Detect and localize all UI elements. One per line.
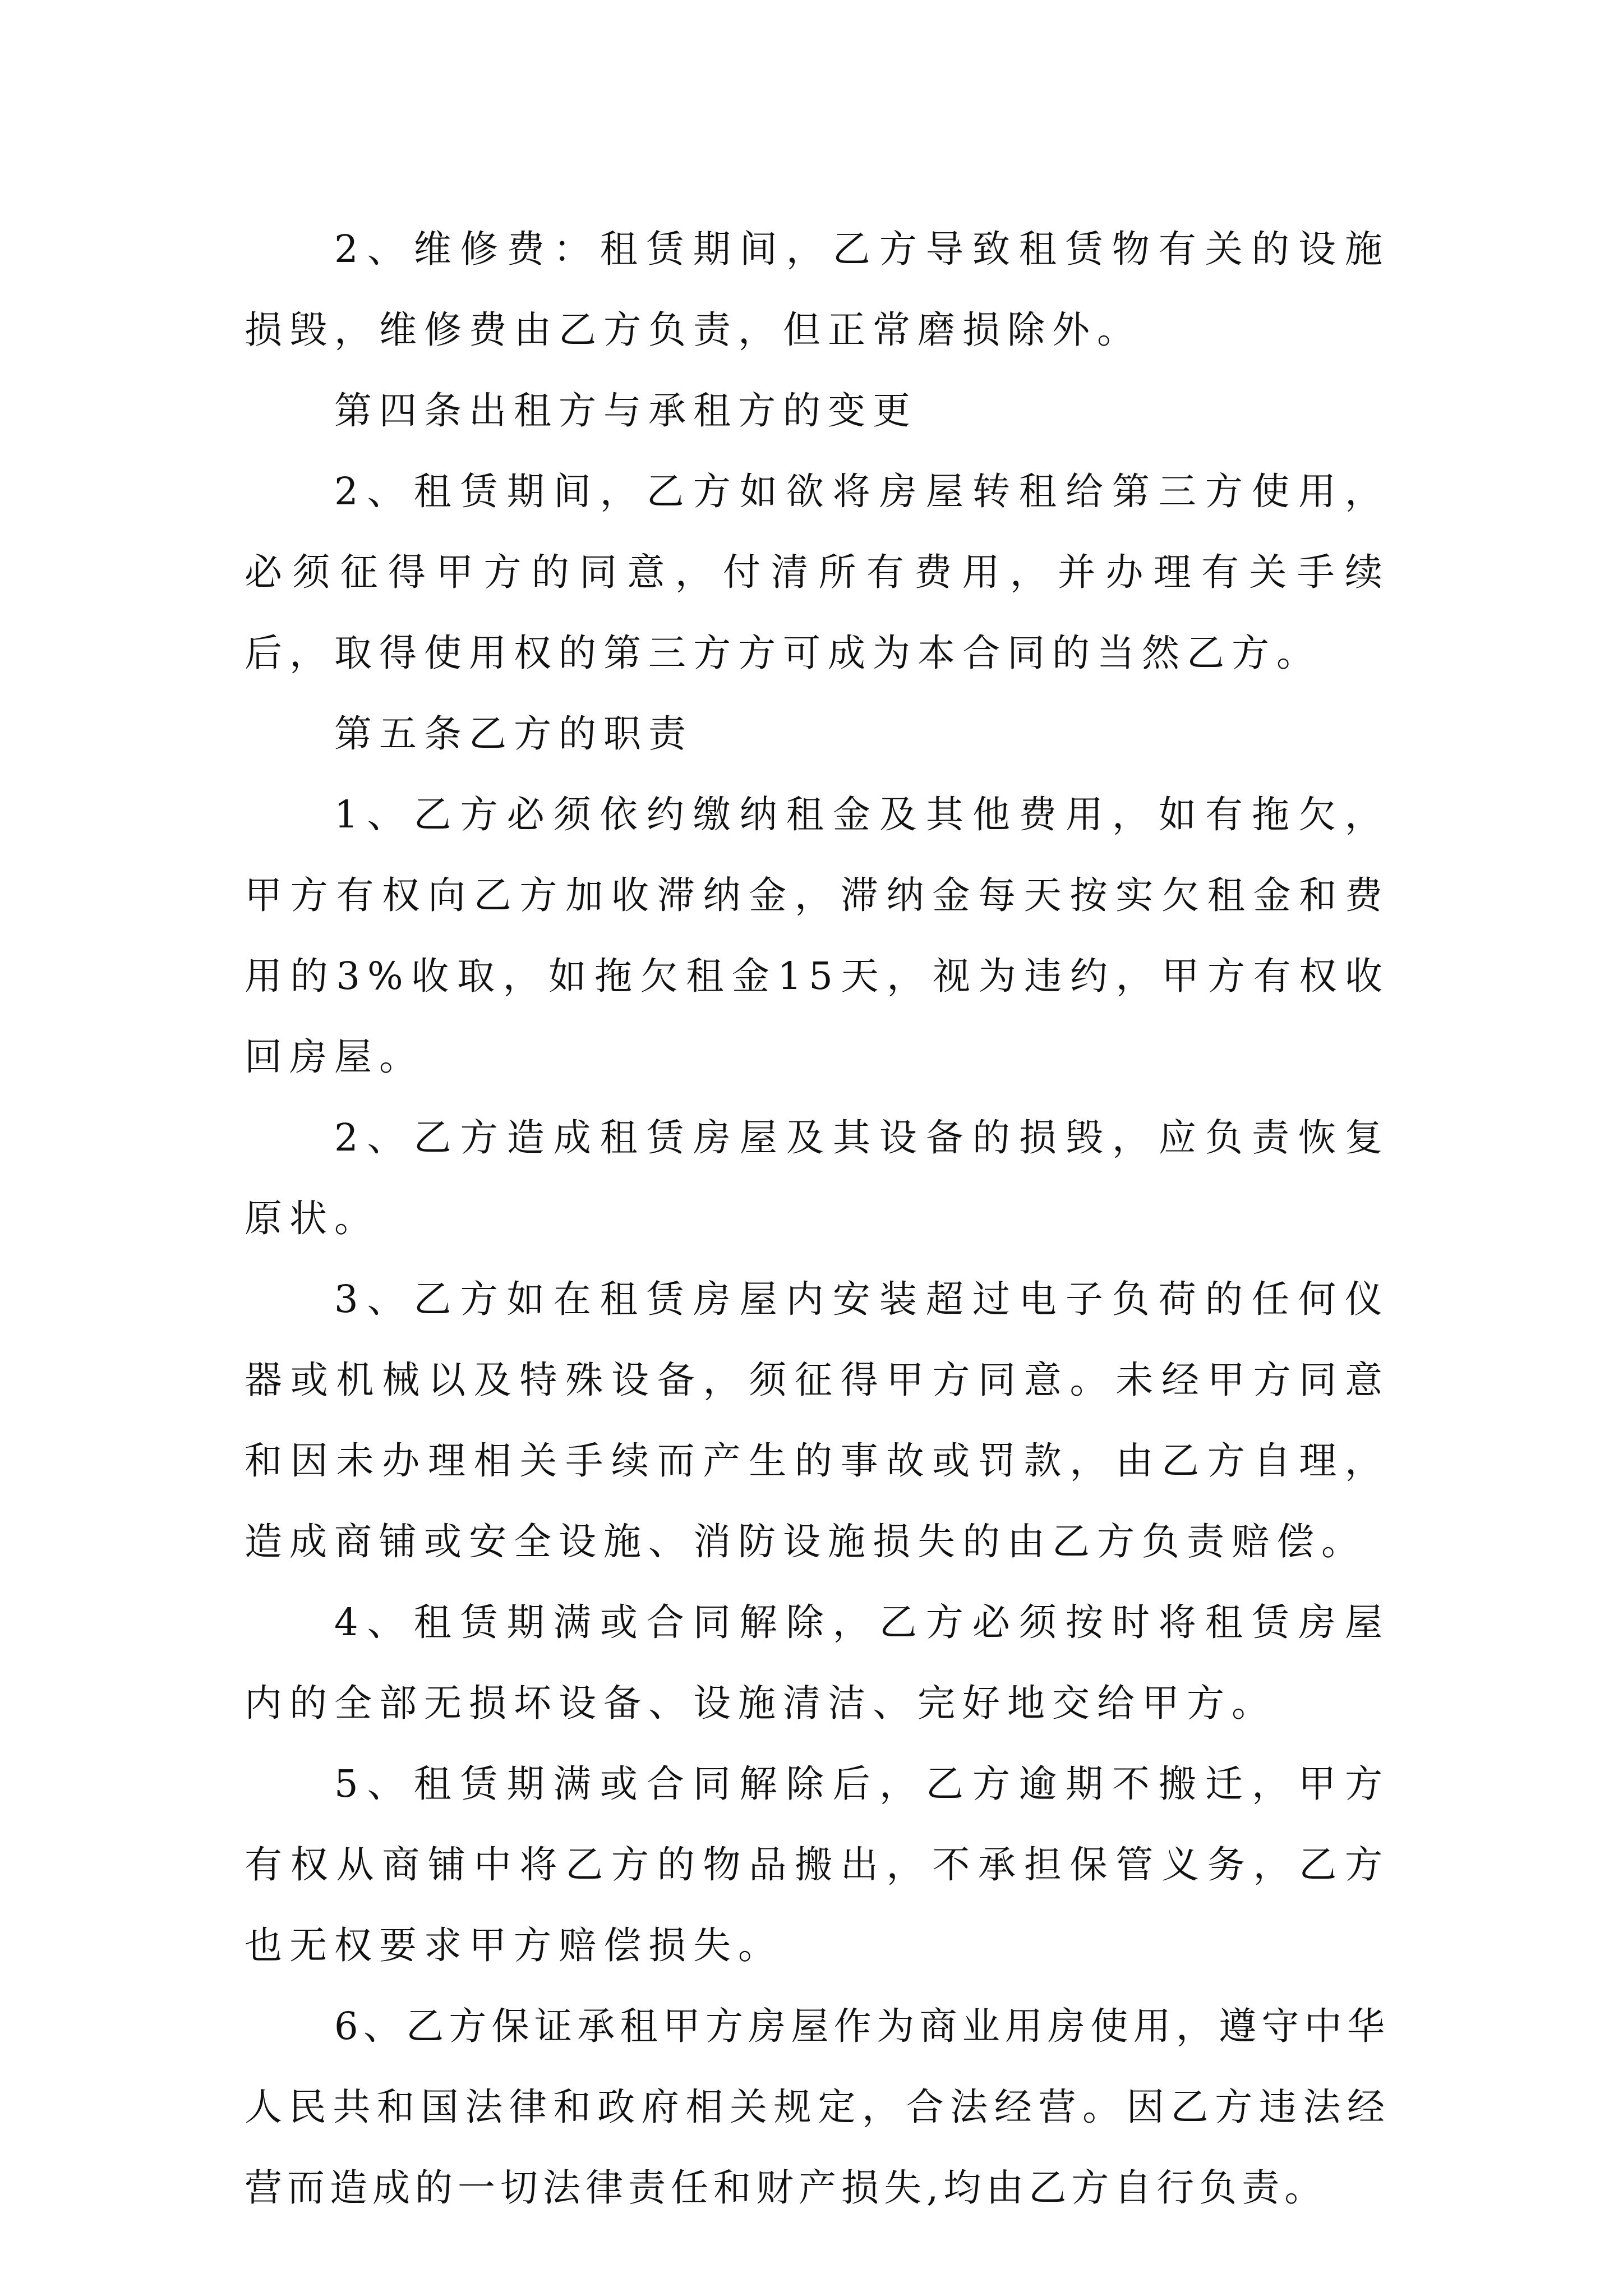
contract-text [245,209,1390,2228]
paragraph-damage-restore: 2、乙方造成租赁房屋及其设备的损毁，应负责恢复原状。 [245,1116,1390,1240]
paragraph-commercial-use: 6、乙方保证承租甲方房屋作为商业用房使用，遵守中华人民共和国法律和政府相关规定，合法经营。因乙方违法经营而造成的一切法律责任和财产损失,均由乙方自行负责。 [245,2004,1390,2210]
paragraph-overdue-move: 5、租赁期满或合同解除后，乙方逾期不搬迁，甲方有权从商铺中将乙方的物品搬出，不承担保管义务，乙方也无权要求甲方赔偿损失。 [245,1762,1390,1967]
heading-article-5: 第五条乙方的职责 [334,712,693,756]
heading-article-4: 第四条出租方与承租方的变更 [334,389,917,432]
paragraph-repair-fee: 2、维修费：租赁期间，乙方导致租赁物有关的设施损毁，维修费由乙方负责，但正常磨损除外。 [245,227,1390,352]
paragraph-sublease: 2、租赁期间，乙方如欲将房屋转租给第三方使用，必须征得甲方的同意，付清所有费用，并办理有关手续后，取得使用权的第三方方可成为本合同的当然乙方。 [245,470,1390,675]
paragraph-equipment-install: 3、乙方如在租赁房屋内安装超过电子负荷的任何仪器或机械以及特殊设备，须征得甲方同意。未经甲方同意和因未办理相关手续而产生的事故或罚款，由乙方自理，造成商铺或安全设施、消防设施损失的由乙方负责赔偿。 [245,1277,1390,1563]
paragraph-return-premises: 4、租赁期满或合同解除，乙方必须按时将租赁房屋内的全部无损坏设备、设施清洁、完好地交给甲方。 [245,1600,1390,1725]
paragraph-rent-payment: 1、乙方必须依约缴纳租金及其他费用，如有拖欠，甲方有权向乙方加收滞纳金，滞纳金每天按实欠租金和费用的3%收取，如拖欠租金15天，视为违约，甲方有权收回房屋。 [245,793,1390,1079]
